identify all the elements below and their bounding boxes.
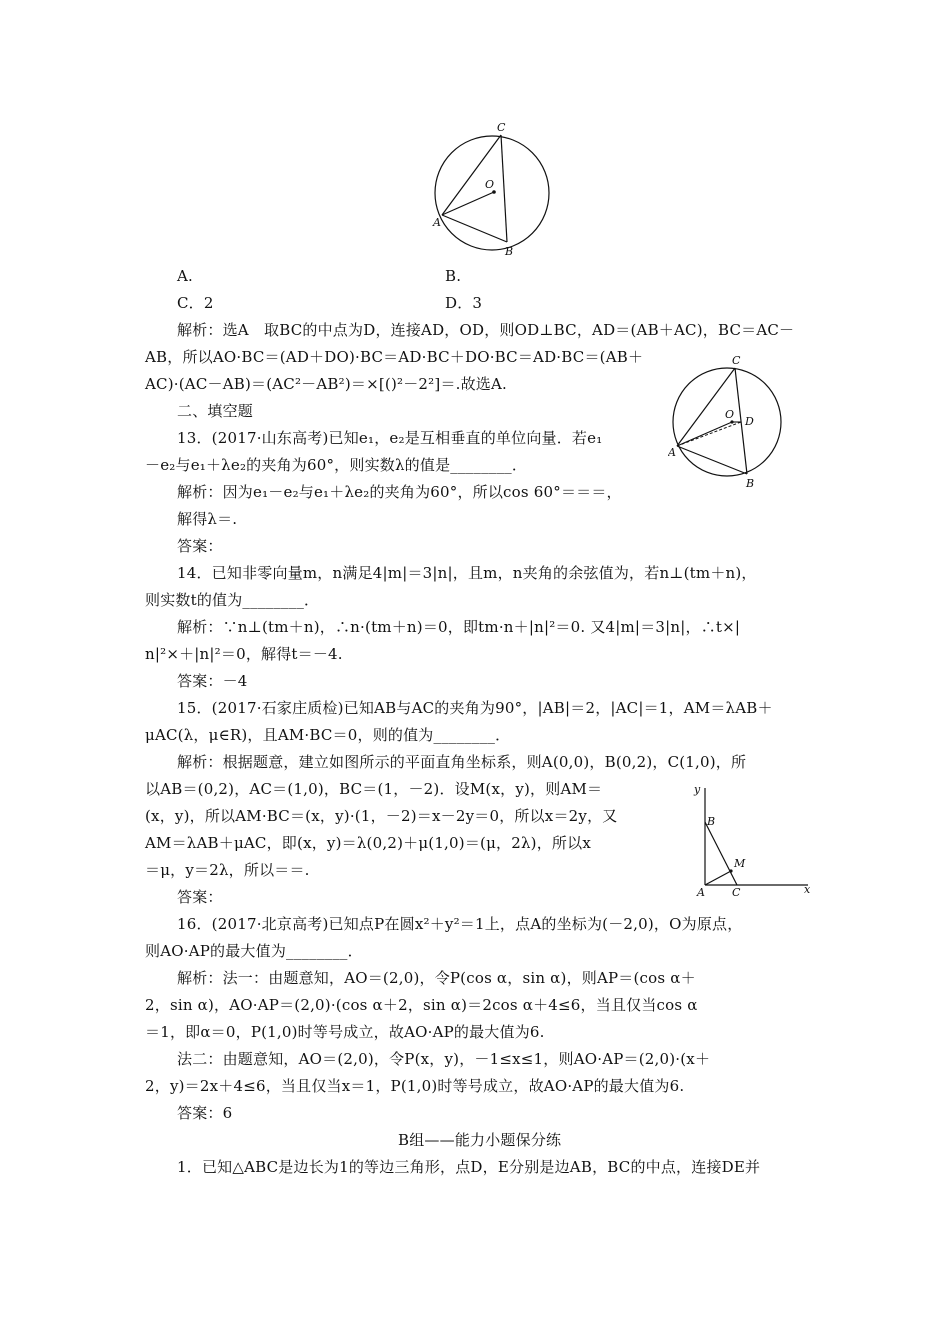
q15-solution-line-3: (x，y)，所以AM·BC＝(x，y)·(1，－2)＝x－2y＝0，所以x＝2y，又: [145, 807, 618, 825]
circle-midpoint-figure: [668, 352, 790, 492]
label-A: A: [668, 446, 676, 459]
q16-solution-line-3: ＝1，即α＝0，P(1,0)时等号成立，故AO·AP的最大值为6.: [145, 1023, 545, 1041]
label-y: y: [694, 783, 701, 796]
group-b-q1-line-1: 1．已知△ABC是边长为1的等边三角形，点D，E分别是边AB，BC的中点，连接DE并: [177, 1158, 761, 1176]
segment-AB: [442, 215, 507, 242]
segment-AC: [677, 368, 735, 446]
q14-line-1: 14．已知非零向量m，n满足4|m|＝3|n|，且m，n夹角的余弦值为，若n⊥(tm＋n)，: [177, 564, 757, 582]
q14-line-2: 则实数t的值为________．: [145, 591, 320, 609]
q14-solution-line-1: 解析：∵n⊥(tm＋n)，∴n·(tm＋n)＝0，即tm·n＋|n|²＝0. 又4|m|＝3|n|，∴t×|: [177, 618, 741, 636]
label-x: x: [804, 883, 811, 896]
q13-solution-line-2: 解得λ＝.: [177, 510, 238, 528]
q15-line-2: μAC(λ，μ∈R)，且AM·BC＝0，则的值为________．: [145, 726, 511, 744]
label-D: D: [745, 415, 754, 428]
option-a: A.: [177, 267, 194, 285]
q15-line-1: 15．(2017·石家庄质检)已知AB与AC的夹角为90°，|AB|＝2，|AC|＝1，AM＝λAB＋: [177, 699, 773, 717]
option-c: C．2: [177, 294, 214, 312]
label-B: B: [746, 477, 755, 490]
label-O: O: [725, 408, 735, 421]
option-d: D．3: [445, 294, 483, 312]
segment-CB: [501, 135, 507, 242]
q13-solution-line-1: 解析：因为e₁－e₂与e₁＋λe₂的夹角为60°，所以cos 60°＝＝＝，: [177, 483, 622, 501]
q16-solution-line-2: 2，sin α)，AO·AP＝(2,0)·(cos α＋2，sin α)＝2cos α＋4≤6，当且仅当cos α: [145, 996, 698, 1014]
q14-answer: 答案：－4: [177, 672, 248, 690]
q16-line-2: 则AO·AP的最大值为________．: [145, 942, 363, 960]
q15-solution-line-2: 以AB＝(0,2)，AC＝(1,0)，BC＝(1，－2)．设M(x，y)，则AM＝: [145, 780, 603, 798]
q16-method2-line-1: 法二：由题意知，AO＝(2,0)，令P(x，y)，－1≤x≤1，则AO·AP＝(2,0)·(x＋: [177, 1050, 711, 1068]
section-heading-fill-in: 二、填空题: [177, 402, 254, 420]
label-C: C: [732, 354, 741, 367]
q12-solution-line-2: AB，所以AO·BC＝(AD＋DO)·BC＝AD·BC＋DO·BC＝AD·BC＝(AB＋: [145, 348, 644, 366]
label-C: C: [497, 121, 506, 134]
q13-line-2: －e₂与e₁＋λe₂的夹角为60°，则实数λ的值是________．: [145, 456, 528, 474]
label-B: B: [707, 815, 716, 828]
segment-AC: [442, 135, 501, 215]
q12-solution-line-3: AC)·(AC－AB)＝(AC²－AB²)＝×[()²－2²]＝.故选A.: [145, 375, 508, 393]
circle: [673, 368, 781, 476]
q15-answer: 答案：: [177, 888, 223, 906]
point-M: [729, 869, 732, 872]
coordinate-axes-figure: [690, 782, 816, 900]
q16-line-1: 16．(2017·北京高考)已知点P在圆x²＋y²＝1上，点A的坐标为(－2,0)，O为原点，: [177, 915, 743, 933]
label-A: A: [697, 886, 705, 899]
q16-answer: 答案：6: [177, 1104, 233, 1122]
option-b: B.: [445, 267, 462, 285]
label-O: O: [485, 178, 495, 191]
section-heading-group-b: B组——能力小题保分练: [398, 1131, 562, 1149]
q15-solution-line-1: 解析：根据题意，建立如图所示的平面直角坐标系，则A(0,0)，B(0,2)，C(1,0)，所: [177, 753, 747, 771]
q13-answer: 答案：: [177, 537, 223, 555]
q15-solution-line-4: AM＝λAB＋μAC，即(x，y)＝λ(0,2)＋μ(1,0)＝(μ，2λ)，所以x: [145, 834, 591, 852]
label-C: C: [732, 886, 741, 899]
label-A: A: [433, 216, 441, 229]
q16-solution-line-1: 解析：法一：由题意知，AO＝(2,0)，令P(cos α，sin α)，则AP＝(cos α＋: [177, 969, 696, 987]
segment-BC: [705, 822, 737, 885]
q13-line-1: 13．(2017·山东高考)已知e₁，e₂是互相垂直的单位向量．若e₁: [177, 429, 603, 447]
q16-method2-line-2: 2，y)＝2x＋4≤6，当且仅当x＝1，P(1,0)时等号成立，故AO·AP的最大值为6.: [145, 1077, 685, 1095]
segment-AB: [677, 446, 747, 474]
label-M: M: [734, 857, 746, 870]
segment-AM: [705, 871, 731, 885]
q14-solution-line-2: n|²×＋|n|²＝0，解得t＝－4.: [145, 645, 343, 663]
q15-solution-line-5: ＝μ，y＝2λ，所以＝＝.: [145, 861, 310, 879]
q12-solution-line-1: 解析：选A 取BC的中点为D，连接AD，OD，则OD⊥BC，AD＝(AB＋AC)，BC＝AC－: [177, 321, 795, 339]
circle-triangle-figure: [425, 118, 555, 263]
label-B: B: [505, 245, 514, 258]
